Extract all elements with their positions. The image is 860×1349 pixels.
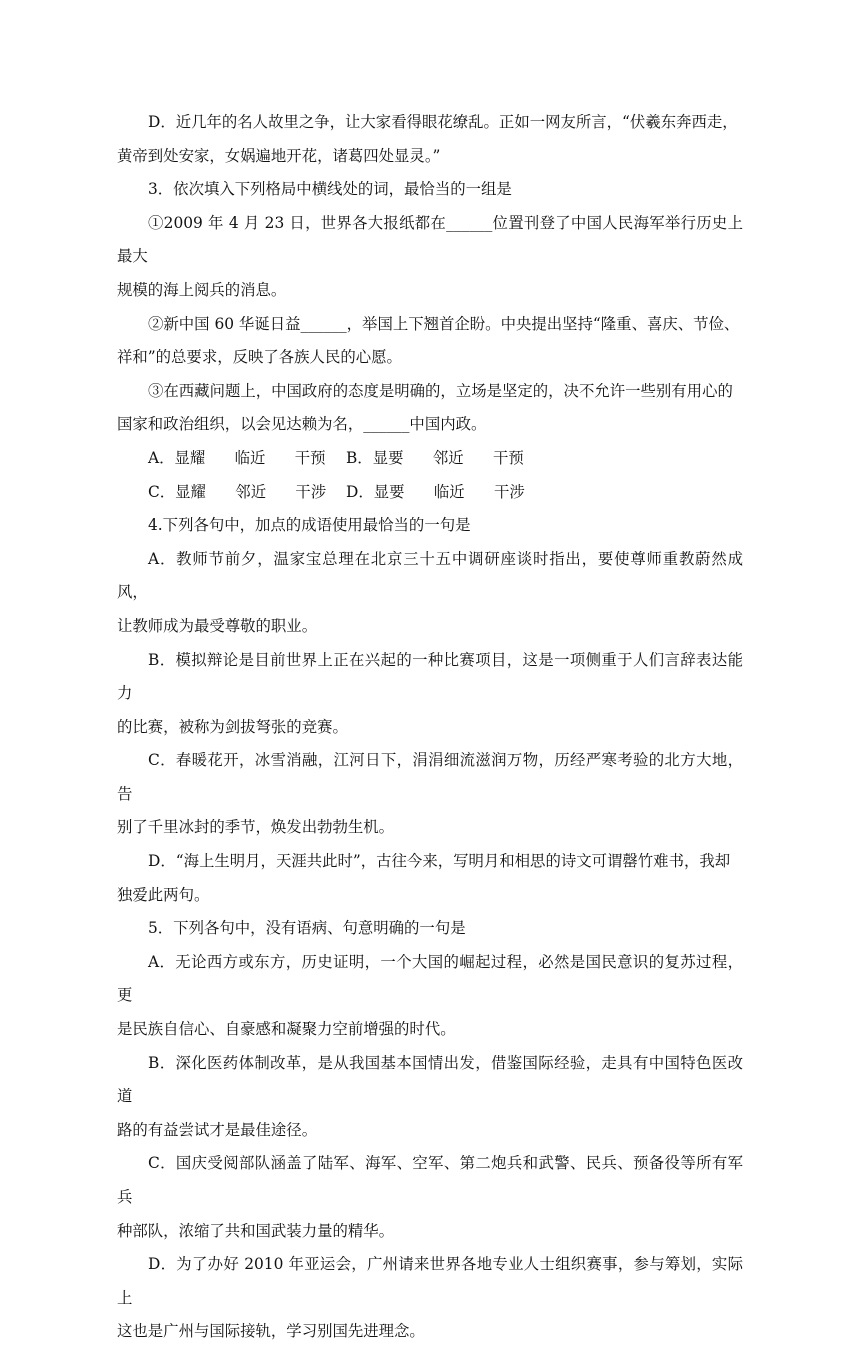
document-page	[117, 106, 743, 1349]
q4-option-a	[117, 543, 743, 644]
text-line: 祥和”的总要求，反映了各族人民的心愿。	[117, 348, 402, 367]
text-line: ③在西藏问题上，中国政府的态度是明确的，立场是坚定的，决不允许一些别有用心的	[148, 381, 733, 400]
text-line: 别了千里冰封的季节，焕发出勃勃生机。	[117, 818, 395, 837]
text-line: 规模的海上阅兵的消息。	[117, 280, 287, 299]
q3-options-row-1	[117, 442, 743, 476]
text-line: D．为了办好 2010 年亚运会，广州请来世界各地专业人士组织赛事，参与筹划，实际上	[117, 1255, 743, 1307]
question-4-stem: 4.下列各句中，加点的成语使用最恰当的一句是	[148, 516, 471, 535]
q5-option-a	[117, 946, 743, 1047]
q3-options-row-2	[117, 476, 743, 510]
q3-sentence-2	[117, 308, 743, 375]
text-line: D．近几年的名人故里之争，让大家看得眼花缭乱。正如一网友所言，“伏羲东奔西走，	[148, 113, 738, 131]
text-line: 独爱此两句。	[117, 885, 210, 904]
q4-option-c	[117, 744, 743, 845]
text-line: D．“海上生明月，天涯共此时”，古往今来，写明月和相思的诗文可谓罄竹难书，我却	[148, 852, 731, 871]
q3-option-b: B．显要 邻近 干预	[346, 448, 524, 467]
text-line: C．国庆受阅部队涵盖了陆军、海军、空军、第二炮兵和武警、民兵、预备役等所有军兵	[117, 1154, 743, 1206]
text-line: 的比赛，被称为剑拔弩张的竞赛。	[117, 717, 348, 736]
question-3-stem: 3．依次填入下列格局中横线处的词，最恰当的一组是	[148, 180, 512, 199]
q5-option-d	[117, 1248, 743, 1349]
q4-option-b	[117, 644, 743, 745]
text-line: ①2009 年 4 月 23 日，世界各大报纸都在______位置刊登了中国人民海军举行历史上最大	[117, 213, 743, 266]
q2-option-d	[117, 106, 743, 173]
text-line: 路的有益尝试才是最佳途径。	[117, 1120, 318, 1139]
q3-option-d: D．显要 临近 干涉	[346, 482, 525, 501]
text-line: B．深化医药体制改革，是从我国基本国情出发，借鉴国际经验，走具有中国特色医改道	[117, 1053, 743, 1106]
text-line: 国家和政治组织，以会见达赖为名，______中国内政。	[117, 415, 487, 434]
text-line: ②新中国 60 华诞日益______，举国上下翘首企盼。中央提出坚持“隆重、喜庆、节俭、	[148, 314, 740, 333]
text-line: 是民族自信心、自豪感和凝聚力空前增强的时代。	[117, 1020, 456, 1039]
q4-option-d	[117, 845, 743, 912]
text-line: 让教师成为最受尊敬的职业。	[117, 616, 318, 635]
text-line: B．模拟辩论是目前世界上正在兴起的一种比赛项目，这是一项侧重于人们言辞表达能力	[117, 650, 743, 703]
text-line: 黄帝到处安家，女娲遍地开花，诸葛四处显灵。”	[117, 146, 441, 165]
text-line: A．无论西方或东方，历史证明，一个大国的崛起过程，必然是国民意识的复苏过程，更	[117, 952, 743, 1005]
text-line: A．教师节前夕，温家宝总理在北京三十五中调研座谈时指出，要使尊师重教蔚然成风，	[117, 549, 743, 602]
q3-option-c: C．显耀 邻近 干涉	[148, 482, 327, 501]
q5-option-c	[117, 1147, 743, 1248]
q5-option-b	[117, 1047, 743, 1148]
q3-option-a: A．显耀 临近 干预	[148, 448, 326, 467]
text-line: 种部队，浓缩了共和国武装力量的精华。	[117, 1221, 395, 1240]
q3-sentence-3	[117, 375, 743, 442]
text-line: 这也是广州与国际接轨，学习别国先进理念。	[117, 1322, 425, 1341]
q3-sentence-1	[117, 207, 743, 308]
question-5-stem: 5．下列各句中，没有语病、句意明确的一句是	[148, 919, 466, 938]
text-line: C．春暖花开，冰雪消融，江河日下，涓涓细流滋润万物，历经严寒考验的北方大地，告	[117, 751, 743, 803]
